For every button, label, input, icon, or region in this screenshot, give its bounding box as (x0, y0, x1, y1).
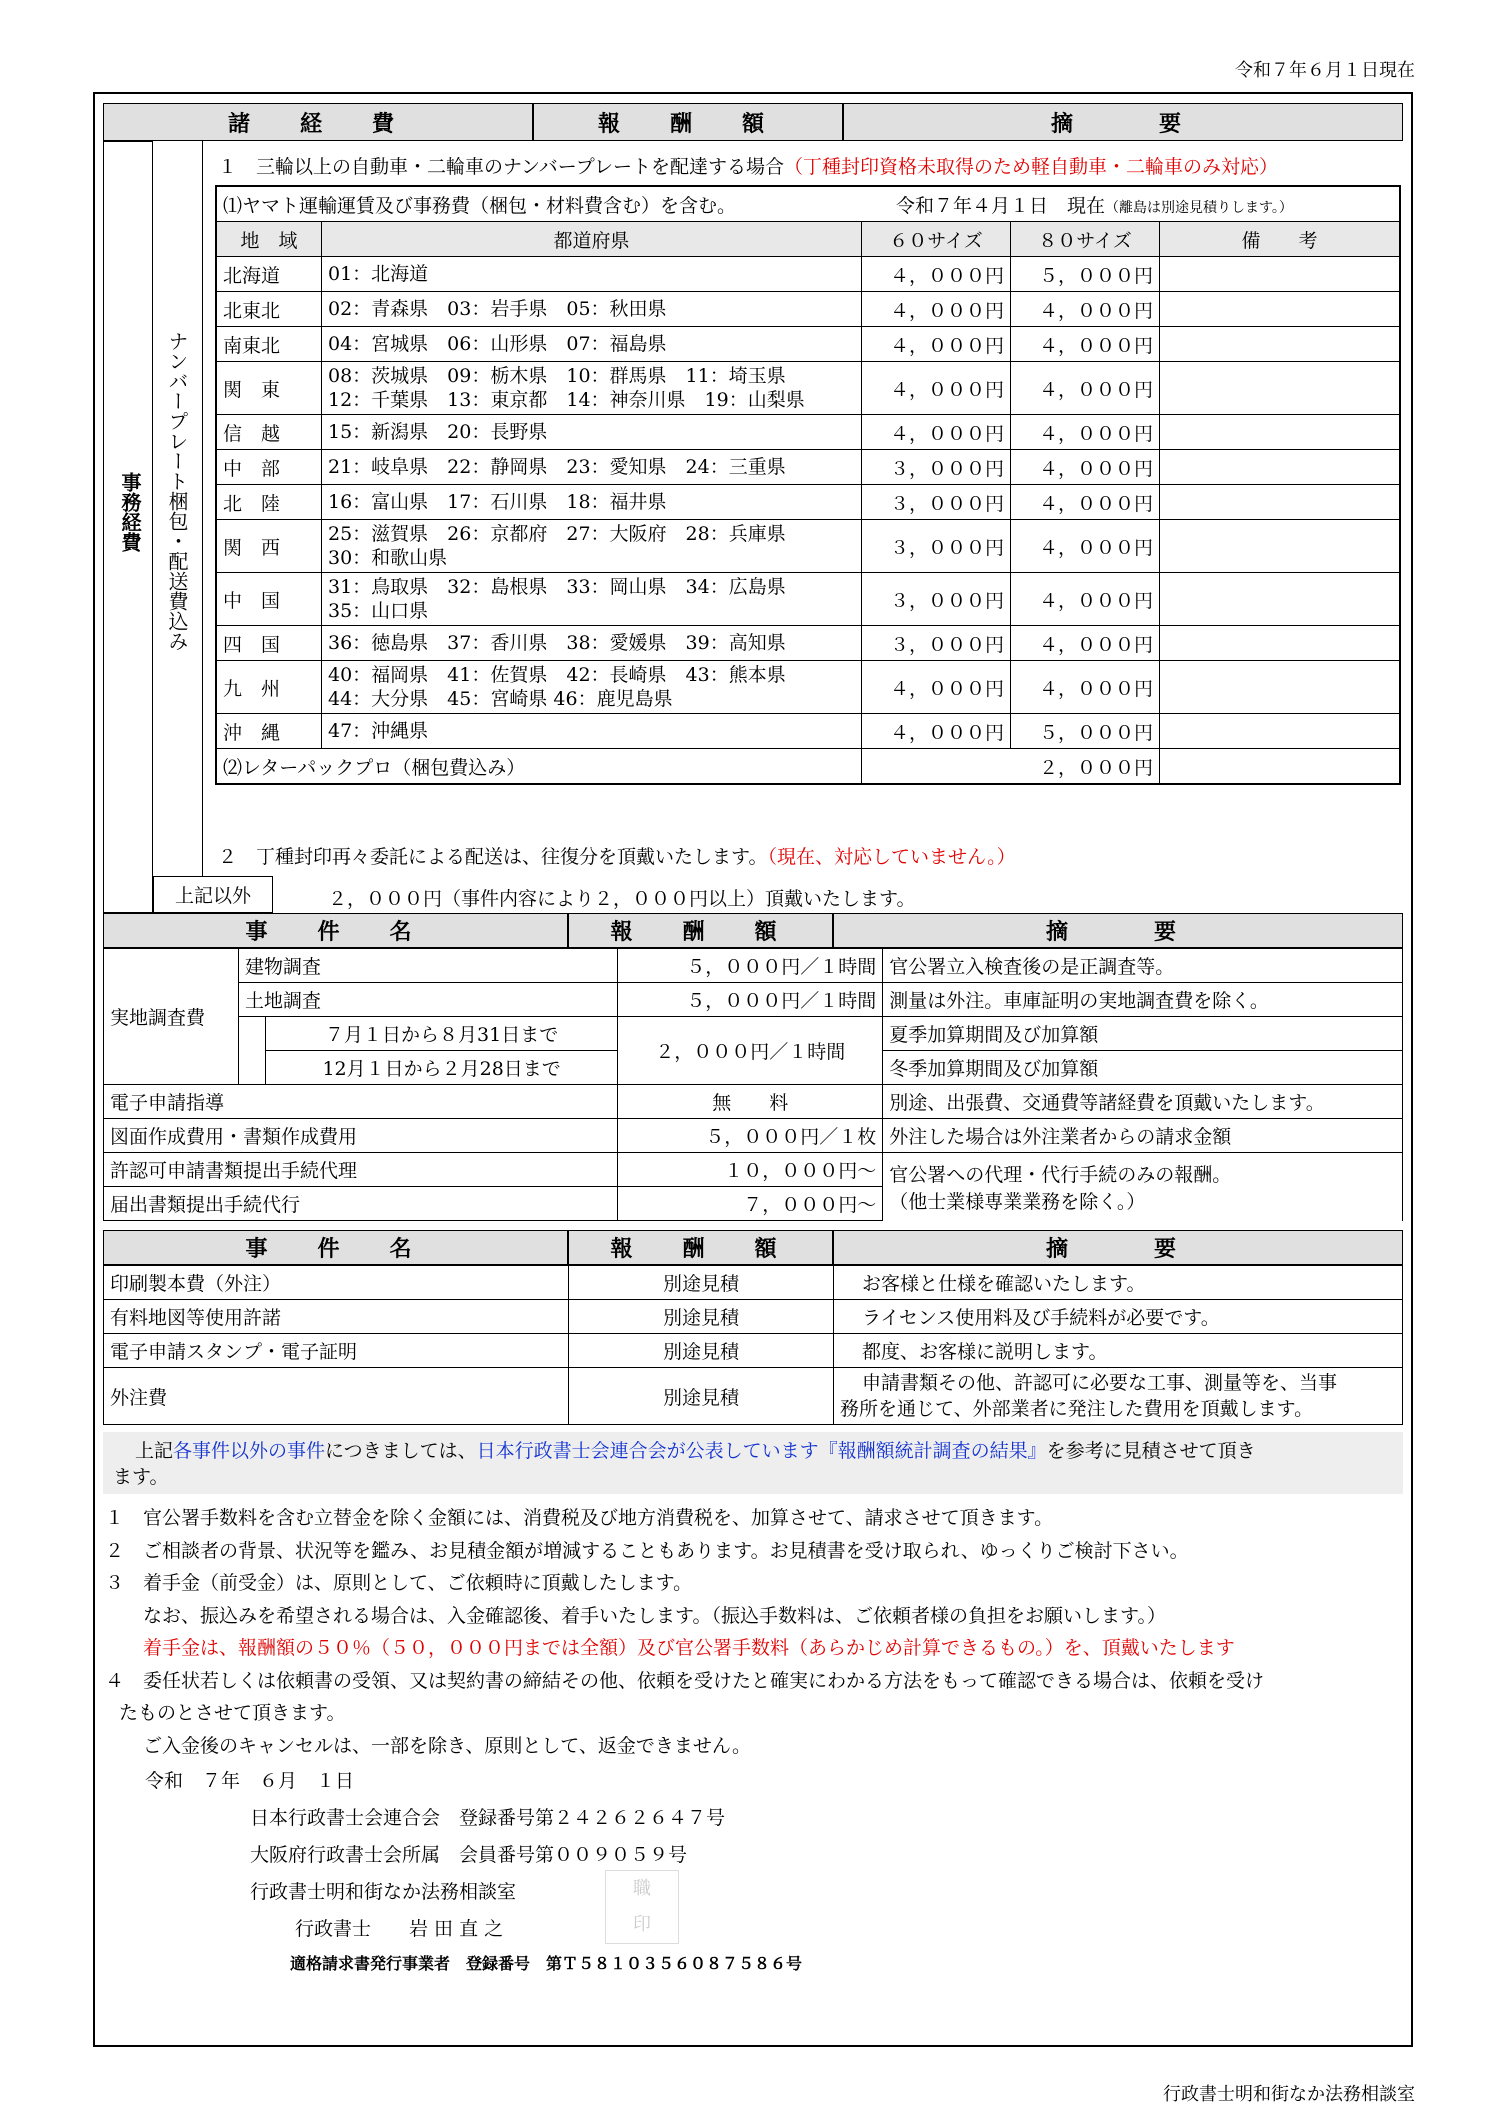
remarks-cell (1160, 714, 1401, 749)
survey-label: 実地調査費 (104, 949, 239, 1085)
remarks-cell (1160, 573, 1401, 626)
signature-line: 日本行政書士会連合会 登録番号第２４２６２６４７号 (250, 1807, 726, 1829)
fee-name: 電子申請指導 (104, 1085, 618, 1119)
pref-line: 04：宮城県 06：山形県 07：福島県 (328, 333, 667, 355)
letterpack-label: ⑵レターパックプロ（梱包費込み） (216, 749, 862, 785)
extra-note: 申請書類その他、許認可に必要な工事、測量等を、当事 務所を通じて、外部業者に発注した費用を頂戴します。 (834, 1368, 1403, 1425)
remarks-cell (1160, 485, 1401, 520)
pref-cell (322, 520, 862, 573)
yamato-row (216, 362, 1400, 415)
fee-80-cell: ４，０００円 (1011, 292, 1160, 327)
fee-name: 届出書類提出手続代行 (104, 1187, 618, 1221)
seal-stamp: 職 印 (605, 1870, 679, 1944)
region-cell: 信 越 (216, 415, 322, 450)
other-label: 上記以外 (153, 876, 273, 913)
remarks-cell (1160, 362, 1401, 415)
pref-cell (322, 573, 862, 626)
header-fee: 報 酬 額 (533, 103, 843, 141)
note: ４ 委任状若しくは依頼書の受領、又は契約書の締結その他、依頼を受けたと確実にわかる方法をもって確認できる場合は、依頼を受け (105, 1669, 1265, 1692)
region-cell: 九 州 (216, 661, 322, 714)
pref-line: 47：沖縄県 (328, 720, 429, 742)
remarks-cell (1160, 450, 1401, 485)
remarks-cell (1160, 626, 1401, 661)
pref-cell (322, 327, 862, 362)
region-cell: 南東北 (216, 327, 322, 362)
pref-line: 08：茨城県 09：栃木県 10：群馬県 11：埼玉県 (328, 365, 786, 387)
fee-80-cell: ４，０００円 (1011, 327, 1160, 362)
fee-80-cell: ４，０００円 (1011, 661, 1160, 714)
item1: １ 三輪以上の自動車・二輪車のナンバープレートを配達する場合（丁種封印資格未取得のため軽自動車・二輪車のみ対応） (218, 156, 1279, 178)
land-note: 測量は外注。車庫証明の実地調査費を除く。 (883, 983, 1403, 1017)
pref-cell (322, 257, 862, 292)
summer-name: ７月１日から８月31日まで (266, 1017, 618, 1051)
pref-line: 16：富山県 17：石川県 18：福井県 (328, 491, 667, 513)
survey-table (103, 948, 1403, 1221)
fee-60-cell: ４，０００円 (862, 292, 1011, 327)
note-deposit: 着手金は、報酬額の５０％（５０，０００円までは全額）及び官公署手数料（あらかじめ計算できるもの。）を、頂戴いたします (143, 1637, 1235, 1659)
fee-60-cell: ４，０００円 (862, 661, 1011, 714)
yamato-row (216, 573, 1400, 626)
pref-cell (322, 450, 862, 485)
letterpack-fee: ２，０００円 (862, 749, 1160, 785)
land-name: 土地調査 (239, 983, 618, 1017)
header3-fee: 報 酬 額 (568, 1230, 833, 1265)
side-outer-cell (103, 141, 153, 913)
summer-note: 夏季加算期間及び加算額 (883, 1017, 1403, 1051)
fee-80-cell: ４，０００円 (1011, 450, 1160, 485)
fee-80-cell: ４，０００円 (1011, 415, 1160, 450)
fee-80-cell: ４，０００円 (1011, 626, 1160, 661)
signature-name: 行政書士 岩 田 直 之 (295, 1918, 504, 1940)
header2-summary: 摘 要 (833, 913, 1403, 948)
extra-note: お客様と仕様を確認いたします。 (834, 1266, 1403, 1300)
yamato-date: 令和７年４月１日 現在（離島は別途見積りします。） (896, 194, 1293, 217)
yamato-row (216, 520, 1400, 573)
remarks-cell (1160, 257, 1401, 292)
region-cell: 四 国 (216, 626, 322, 661)
season-fee: ２，０００円／１時間 (618, 1017, 883, 1085)
note: ご入金後のキャンセルは、一部を除き、原則として、返金できません。 (143, 1734, 752, 1757)
fee-note: 別途、出張費、交通費等諸経費を頂戴いたします。 (883, 1085, 1403, 1119)
pref-line: 30：和歌山県 (328, 547, 448, 569)
notes-block (105, 1502, 1264, 1762)
fee-amount: ７，０００円～ (618, 1187, 883, 1221)
pref-line: 25：滋賀県 26：京都府 27：大阪府 28：兵庫県 (328, 523, 786, 545)
fee-80-cell: ４，０００円 (1011, 362, 1160, 415)
remarks-cell (1160, 661, 1401, 714)
yamato-row (216, 415, 1400, 450)
pref-cell (322, 626, 862, 661)
pref-cell (322, 362, 862, 415)
remarks-cell (1160, 415, 1401, 450)
winter-note: 冬季加算期間及び加算額 (883, 1051, 1403, 1085)
header2-fee: 報 酬 額 (568, 913, 833, 948)
pref-cell (322, 415, 862, 450)
date-note: 令和７年６月１日現在 (1235, 60, 1415, 81)
yamato-row (216, 485, 1400, 520)
fee-60-cell: ３，０００円 (862, 485, 1011, 520)
fee-amount: ５，０００円／１枚 (618, 1119, 883, 1153)
note: なお、振込みを希望される場合は、入金確認後、着手いたします。（振込手数料は、ご依頼者様の負担をお願いします。） (143, 1604, 1166, 1627)
invoice-registration: 適格請求書発行事業者 登録番号 第Ｔ５８１０３５６０８７５８６号 (290, 1954, 803, 1973)
fee-60-cell: ３，０００円 (862, 573, 1011, 626)
pref-cell (322, 485, 862, 520)
extra-note: 都度、お客様に説明します。 (834, 1334, 1403, 1368)
header-summary: 摘 要 (843, 103, 1403, 141)
signature-date: 令和 ７年 ６月 １日 (145, 1770, 355, 1792)
fee-80-cell: ４，０００円 (1011, 520, 1160, 573)
col-region: 地 域 (216, 222, 322, 257)
pref-cell (322, 661, 862, 714)
fee-60-cell: ４，０００円 (862, 415, 1011, 450)
fee-80-cell: ４，０００円 (1011, 485, 1160, 520)
note: ３ 着手金（前受金）は、原則として、ご依頼時に頂戴したします。 (105, 1572, 693, 1594)
fee-note: 官公署への代理・代行手続のみの報酬。 （他士業様専業業務を除く。） (883, 1153, 1403, 1221)
extra-fee: 別途見積 (569, 1368, 834, 1425)
reference-note: 上記各事件以外の事件につきましては、日本行政書士会連合会が公表しています『報酬額統計調査の結果』を参考に見積させて頂き ます。 (103, 1432, 1403, 1494)
pref-line: 01：北海道 (328, 263, 429, 285)
yamato-table (215, 185, 1401, 785)
remarks-cell (1160, 327, 1401, 362)
signature-line: 行政書士明和街なか法務相談室 (250, 1881, 517, 1903)
pref-line: 21：岐阜県 22：静岡県 23：愛知県 24：三重県 (328, 456, 786, 478)
side-inner-label: ナンバープレート梱包・配送費込み (165, 331, 189, 651)
land-fee: ５，０００円／１時間 (618, 983, 883, 1017)
fee-note: 外注した場合は外注業者からの請求金額 (883, 1119, 1403, 1153)
remarks-cell (1160, 292, 1401, 327)
letterpack-remarks (1160, 749, 1401, 785)
note: １ 官公署手数料を含む立替金を除く金額には、消費税及び地方消費税を、加算させて、請求させて頂きます。 (105, 1507, 1054, 1529)
note: たものとさせて頂きます。 (119, 1702, 346, 1724)
pref-line: 44：大分県 45：宮崎県 46：鹿児島県 (328, 688, 673, 710)
region-cell: 関 東 (216, 362, 322, 415)
pref-line: 02：青森県 03：岩手県 05：秋田県 (328, 298, 667, 320)
pref-line: 36：徳島県 37：香川県 38：愛媛県 39：高知県 (328, 632, 786, 654)
fee-80-cell: ５，０００円 (1011, 714, 1160, 749)
region-cell: 中 部 (216, 450, 322, 485)
pref-line: 12：千葉県 13：東京都 14：神奈川県 19：山梨県 (328, 389, 805, 411)
fee-60-cell: ４，０００円 (862, 257, 1011, 292)
col-60: ６０サイズ (862, 222, 1011, 257)
building-name: 建物調査 (239, 949, 618, 983)
other-text: ２，０００円（事件内容により２，０００円以上）頂戴いたします。 (328, 888, 916, 910)
yamato-row (216, 661, 1400, 714)
extra-fee: 別途見積 (569, 1300, 834, 1334)
fee-60-cell: ４，０００円 (862, 362, 1011, 415)
header-expenses: 諸 経 費 (103, 103, 533, 141)
region-cell: 北海道 (216, 257, 322, 292)
fee-60-cell: ３，０００円 (862, 520, 1011, 573)
side-inner-cell (153, 141, 203, 876)
pref-cell (322, 714, 862, 749)
fee-name: 許認可申請書類提出手続代理 (104, 1153, 618, 1187)
region-cell: 中 国 (216, 573, 322, 626)
extra-note: ライセンス使用料及び手続料が必要です。 (834, 1300, 1403, 1334)
header3-case: 事 件 名 (103, 1230, 568, 1265)
pref-line: 15：新潟県 20：長野県 (328, 421, 548, 443)
building-note: 官公署立入検査後の是正調査等。 (883, 949, 1403, 983)
fee-60-cell: ３，０００円 (862, 626, 1011, 661)
pref-line: 35：山口県 (328, 600, 429, 622)
yamato-title: ⑴ヤマト運輸運賃及び事務費（梱包・材料費含む）を含む。 (223, 194, 737, 217)
fee-80-cell: ５，０００円 (1011, 257, 1160, 292)
extra-name: 外注費 (104, 1368, 569, 1425)
extra-name: 有料地図等使用許諾 (104, 1300, 569, 1334)
header2-case: 事 件 名 (103, 913, 568, 948)
extra-name: 電子申請スタンプ・電子証明 (104, 1334, 569, 1368)
footer-office: 行政書士明和街なか法務相談室 (1163, 2084, 1415, 2105)
yamato-row (216, 327, 1400, 362)
col-80: ８０サイズ (1011, 222, 1160, 257)
fee-80-cell: ４，０００円 (1011, 573, 1160, 626)
note: ２ ご相談者の背景、状況等を鑑み、お見積金額が増減することもあります。お見積書を受け取られ、ゆっくりご検討下さい。 (105, 1539, 1189, 1562)
yamato-row (216, 714, 1400, 749)
building-fee: ５，０００円／１時間 (618, 949, 883, 983)
indent-cell (239, 1051, 266, 1085)
fee-amount: １０，０００円～ (618, 1153, 883, 1187)
winter-name: 12月１日から２月28日まで (266, 1051, 618, 1085)
fee-60-cell: ４，０００円 (862, 327, 1011, 362)
side-outer-label: 事務経費 (118, 472, 142, 552)
pref-cell (322, 292, 862, 327)
yamato-row (216, 292, 1400, 327)
yamato-row (216, 257, 1400, 292)
pref-line: 31：鳥取県 32：島根県 33：岡山県 34：広島県 (328, 576, 786, 598)
signature-line: 大阪府行政書士会所属 会員番号第００９０５９号 (250, 1844, 688, 1866)
indent-cell (239, 1017, 266, 1051)
region-cell: 北東北 (216, 292, 322, 327)
extra-fee: 別途見積 (569, 1334, 834, 1368)
extra-fee: 別途見積 (569, 1266, 834, 1300)
region-cell: 関 西 (216, 520, 322, 573)
col-remarks: 備 考 (1160, 222, 1401, 257)
pref-line: 40：福岡県 41：佐賀県 42：長崎県 43：熊本県 (328, 664, 786, 686)
fee-name: 図面作成費用・書類作成費用 (104, 1119, 618, 1153)
col-pref: 都道府県 (322, 222, 862, 257)
region-cell: 北 陸 (216, 485, 322, 520)
yamato-row (216, 626, 1400, 661)
fee-60-cell: ４，０００円 (862, 714, 1011, 749)
fee-amount: 無 料 (618, 1085, 883, 1119)
yamato-row (216, 450, 1400, 485)
remarks-cell (1160, 520, 1401, 573)
item2: ２ 丁種封印再々委託による配送は、往復分を頂戴いたします。（現在、対応していません。） (218, 846, 1016, 868)
region-cell: 沖 縄 (216, 714, 322, 749)
header3-summary: 摘 要 (833, 1230, 1403, 1265)
extras-table (103, 1265, 1403, 1425)
fee-60-cell: ３，０００円 (862, 450, 1011, 485)
extra-name: 印刷製本費（外注） (104, 1266, 569, 1300)
yamato-header-row (216, 222, 1400, 257)
